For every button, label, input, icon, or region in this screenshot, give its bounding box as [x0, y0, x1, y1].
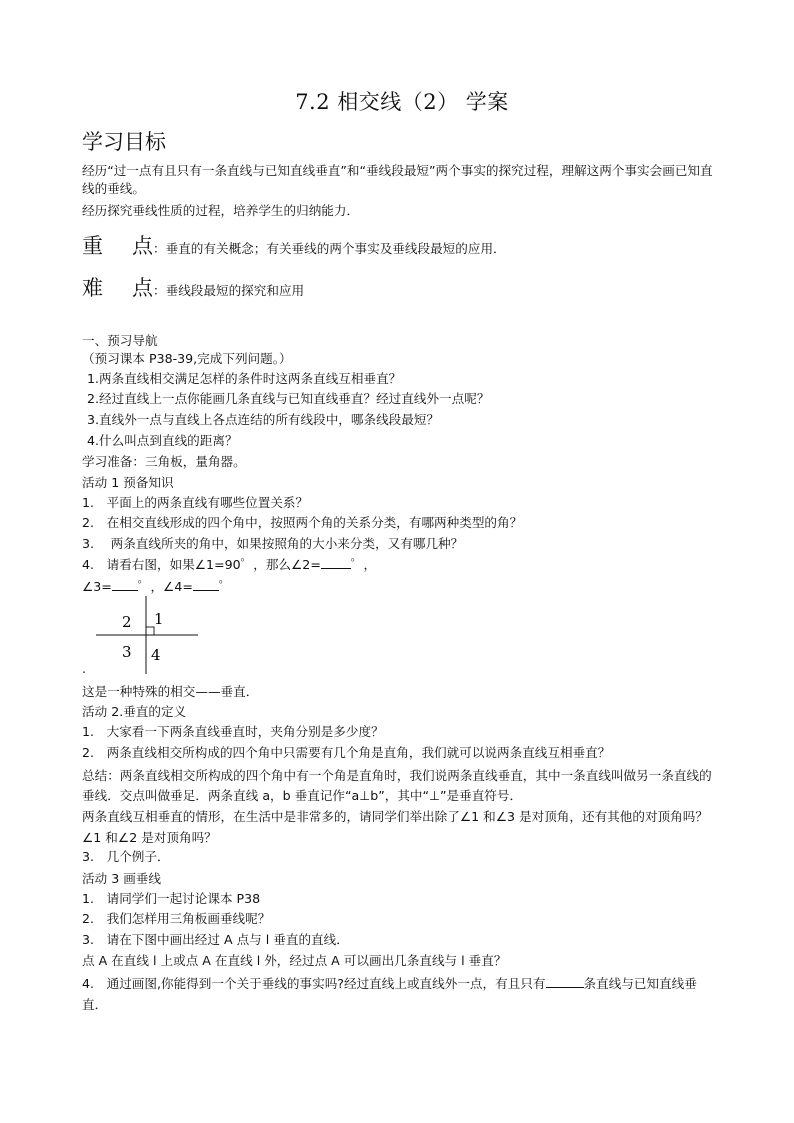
- difficult-points: [82, 272, 304, 302]
- preparation: 学习准备：三角板，量角器。: [82, 454, 246, 469]
- preview-question-1: 1.两条直线相交满足怎样的条件时这两条直线互相垂直？: [87, 371, 402, 386]
- preview-question-4: 4.什么叫点到直线的距离？: [87, 433, 238, 448]
- angle-2-blank[interactable]: [321, 556, 351, 569]
- item-4-text-e: ゜: [218, 579, 232, 594]
- activity-3-item-3: 3. 请在下图中画出经过 A 点与 l 垂直的直线．: [82, 932, 349, 947]
- activity-2-item-2: 2. 两条直线相交所构成的四个角中只需要有几个角是直角，我们就可以说两条直线互相垂直？: [82, 745, 611, 760]
- goals-heading: 学习目标: [82, 130, 166, 154]
- activity-1-item-4-cont: [82, 578, 232, 596]
- page-title: 7.2 相交线（2） 学案: [295, 90, 509, 114]
- activity-3-item-2: 2. 我们怎样用三角板画垂线呢？: [82, 911, 271, 926]
- item-4-text-c: ∠3=: [82, 579, 112, 594]
- difficult-label-b: 点: [132, 276, 153, 300]
- activity-1-item-4: [82, 556, 376, 574]
- activity-3-item-1: 1. 请同学们一起讨论课本 P38: [82, 891, 261, 906]
- activity-3-heading: 活动 3 画垂线: [82, 871, 161, 886]
- key-text: ：垂直的有关概念；有关垂线的两个事实及垂线段最短的应用．: [153, 241, 506, 256]
- goals-paragraph-2: 经历探究垂线性质的过程，培养学生的归纳能力．: [82, 203, 360, 218]
- perpendicular-lines-figure: [96, 596, 206, 676]
- activity-2-summary: 总结：两条直线相交所构成的四个角中有一个角是直角时，我们说两条直线垂直，其中一条直线叫做另一条直线的垂线．交点叫做垂足．两条直线 a，b 垂直记作“a⊥b”，其中“⊥”是垂直符号．: [82, 768, 712, 803]
- preview-question-2: 2.经过直线上一点你能画几条直线与已知直线垂直？经过直线外一点呢？: [87, 391, 490, 406]
- angle-3-blank[interactable]: [112, 578, 138, 591]
- activity-2-heading: 活动 2.垂直的定义: [82, 704, 187, 719]
- difficult-text: ：垂线段最短的探究和应用: [153, 283, 305, 298]
- angle-label-3: 3: [122, 643, 132, 661]
- angle-label-4: 4: [151, 646, 161, 664]
- item-4-text-end: 条直线与已知直线垂直．: [82, 976, 697, 1012]
- activity-2-item-3: 3. 几个例子．: [82, 849, 170, 864]
- key-label-a: 重: [82, 234, 103, 258]
- angle-4-blank[interactable]: [193, 578, 219, 591]
- angle-label-1: 1: [154, 610, 164, 628]
- activity-3-item-4: [82, 973, 722, 1015]
- preview-note: （预习课本 P38-39,完成下列问题。）: [82, 351, 292, 366]
- item-4-text-a: 4. 请看右图，如果∠1=90゜，那么∠2=: [82, 557, 321, 572]
- special-intersection: 这是一种特殊的相交——垂直．: [82, 684, 259, 699]
- activity-2-paragraph: 两条直线互相垂直的情形，在生活中是非常多的，请同学们举出除了∠1 和∠3 是对顶角，还有其他的对顶角吗？∠1 和∠2 是对顶角吗？: [82, 809, 708, 845]
- activity-1-item-3: 3. 两条直线所夹的角中，如果按照角的大小来分类，又有哪几种？: [82, 536, 464, 551]
- key-label-b: 点: [132, 234, 153, 258]
- figure-dot: .: [82, 661, 87, 676]
- goals-paragraph-1: 经历“过一点有且只有一条直线与已知直线垂直”和“垂线段最短”两个事实的探究过程，理解这两个事实会画已知直线的垂线。: [82, 163, 713, 196]
- preview-heading: 一、预习导航: [82, 333, 158, 348]
- angle-label-2: 2: [122, 613, 132, 631]
- activity-1-heading: 活动 1 预备知识: [82, 475, 174, 490]
- item-4-text-b: ゜，: [350, 557, 377, 572]
- item-4-text: 4. 通过画图,你能得到一个关于垂线的事实吗?经过直线上或直线外一点，有且只有: [82, 976, 546, 991]
- activity-3-paragraph: 点 A 在直线 l 上或点 A 在直线 l 外，经过点 A 可以画出几条直线与 l 垂直？: [82, 953, 507, 968]
- preview-question-3: 3.直线外一点与直线上各点连结的所有线段中，哪条线段最短？: [87, 412, 440, 427]
- activity-2-item-1: 1. 大家看一下两条直线垂直时，夹角分别是多少度？: [82, 724, 384, 739]
- item-4-text-d: ゜，∠4=: [137, 579, 193, 594]
- count-blank[interactable]: [546, 975, 584, 988]
- key-points: [82, 230, 506, 260]
- right-angle-mark: [146, 627, 154, 635]
- activity-1-item-1: 1. 平面上的两条直线有哪些位置关系？: [82, 495, 309, 510]
- difficult-label-a: 难: [82, 276, 103, 300]
- activity-1-item-2: 2. 在相交直线形成的四个角中，按照两个角的关系分类，有哪两种类型的角？: [82, 515, 523, 530]
